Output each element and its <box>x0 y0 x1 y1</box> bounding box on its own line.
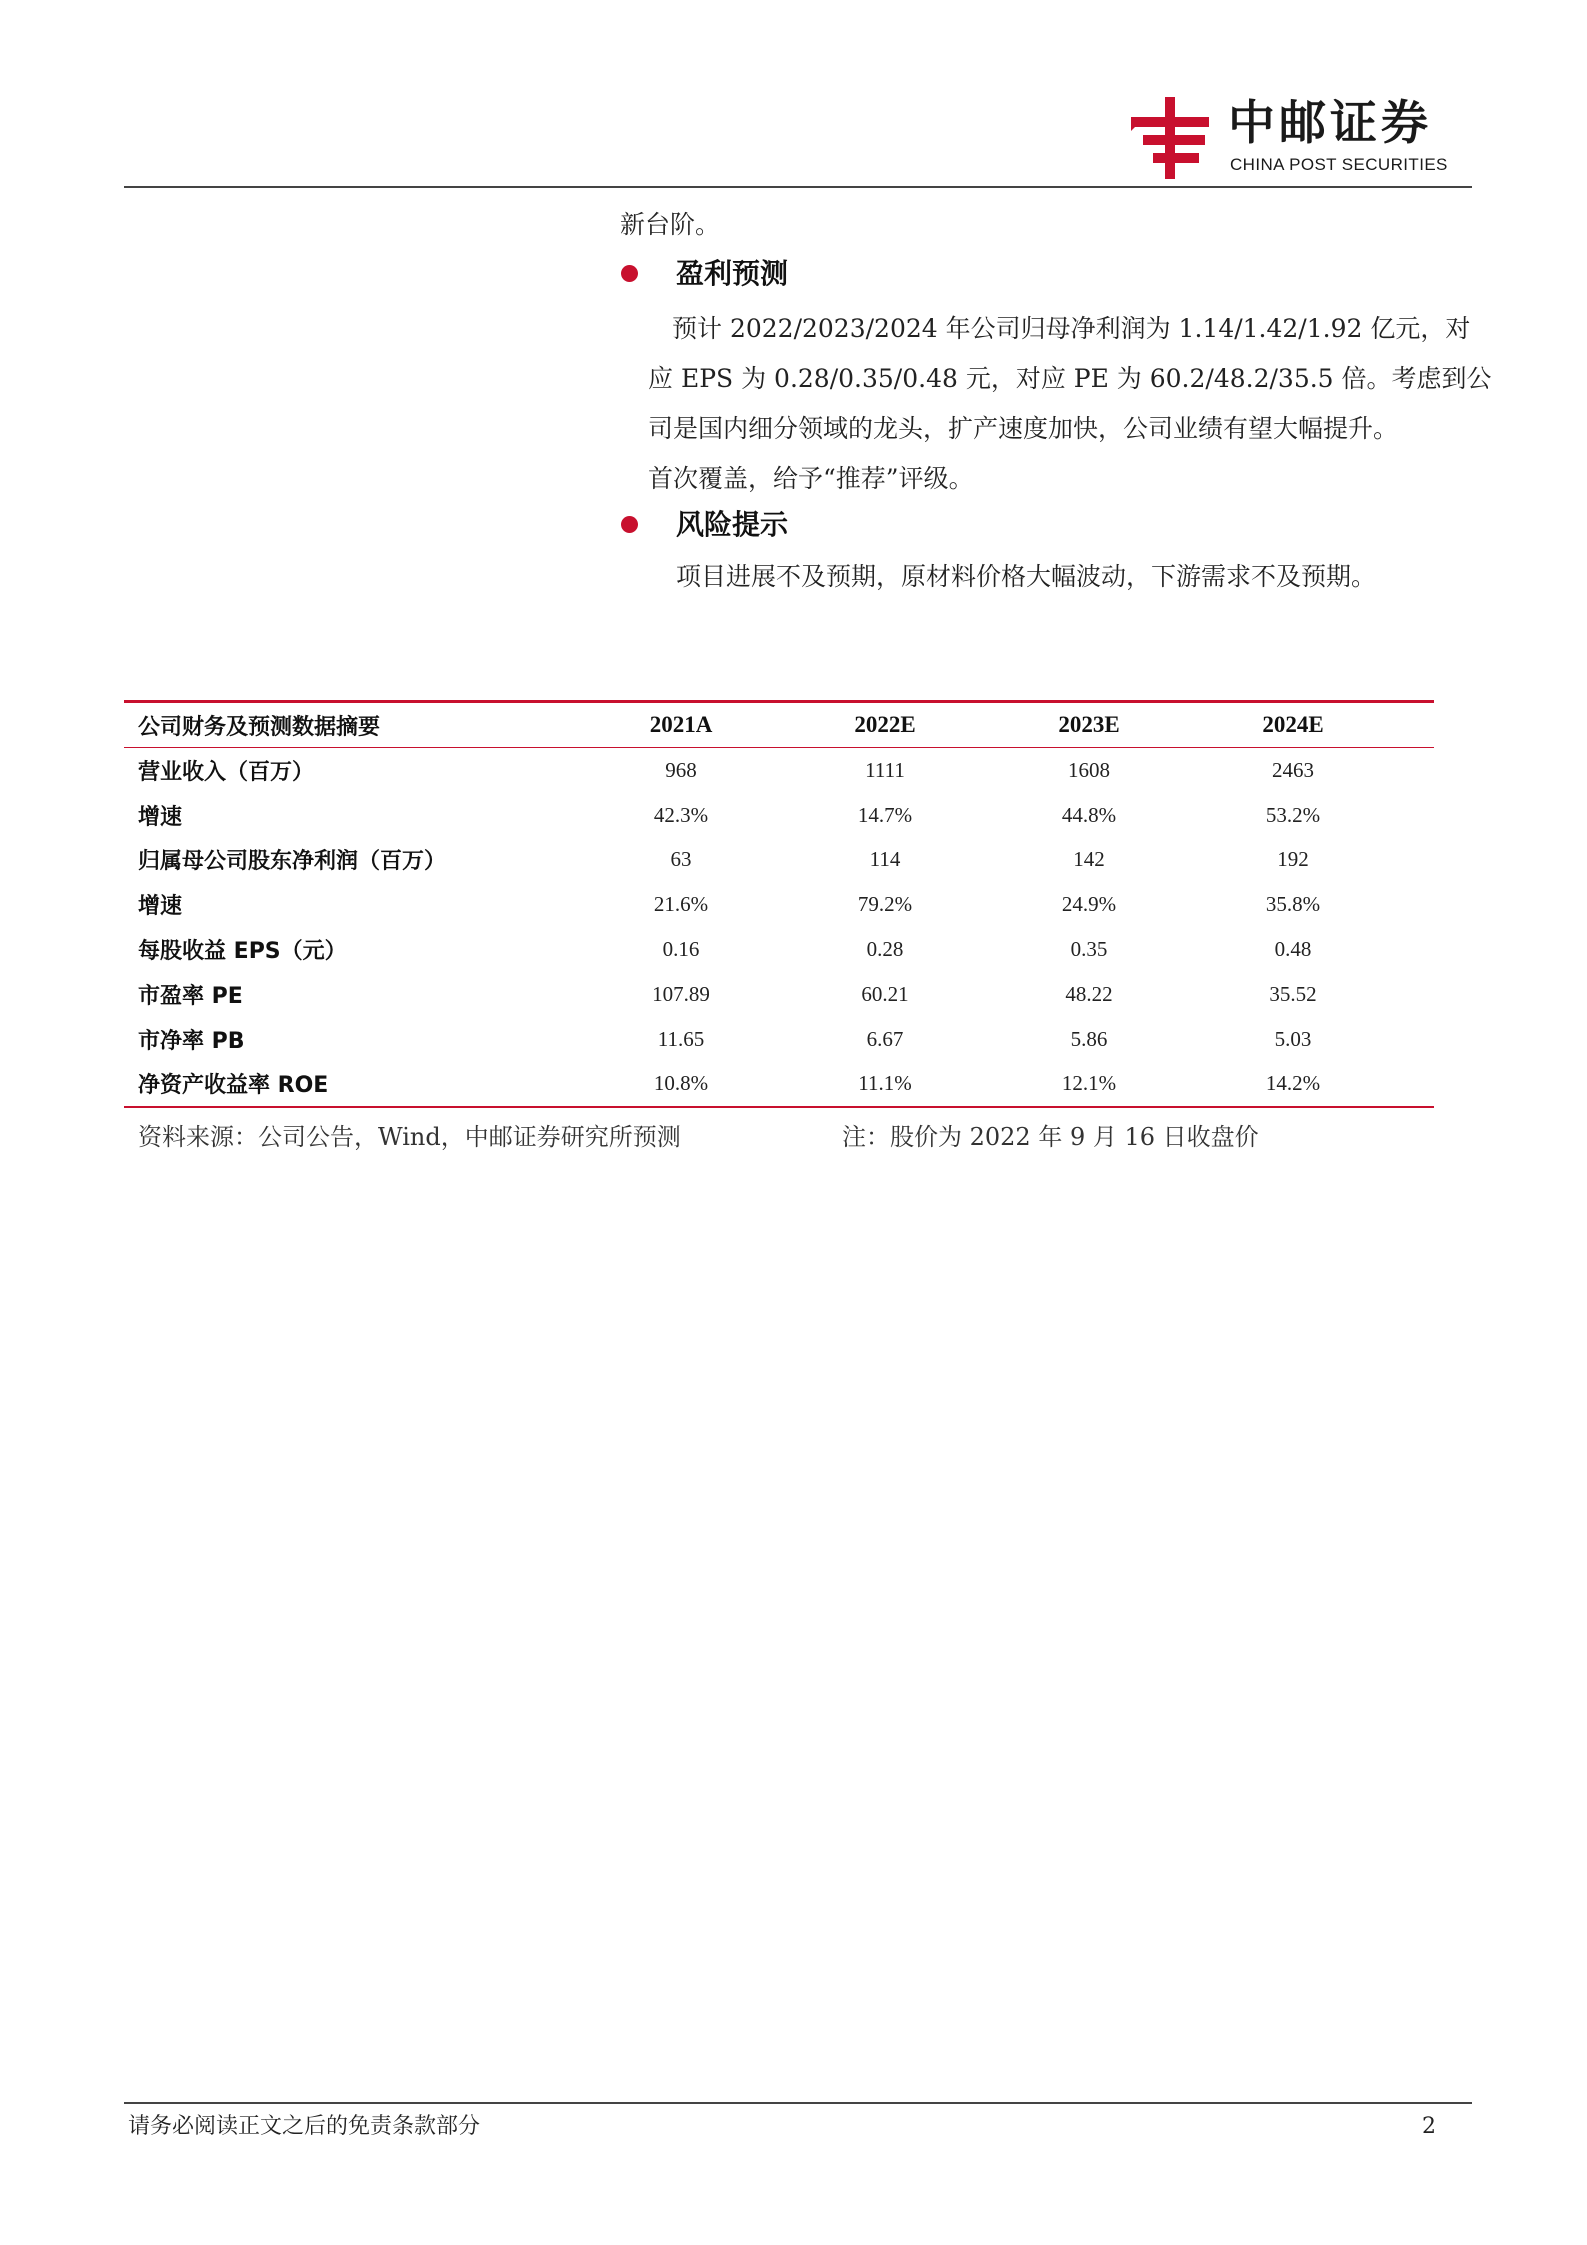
cell-value: 114 <box>869 847 901 872</box>
table-header-2024e: 2024E <box>1262 712 1324 737</box>
row-label: 增速 <box>138 894 183 920</box>
forecast-line-2: 应 EPS 为 0.28/0.35/0.48 元，对应 PE 为 60.2/48.2/35.5 倍。考虑到公 <box>648 364 1492 393</box>
cell-value: 14.7% <box>857 802 913 827</box>
forecast-line-3: 司是国内细分领域的龙头，扩产速度加快，公司业绩有望大幅提升。 <box>648 414 1399 443</box>
cell-value: 1608 <box>1068 757 1110 782</box>
table-row <box>124 927 1434 972</box>
cell-value: 53.2% <box>1265 802 1321 827</box>
table-row <box>124 793 1434 838</box>
cell-value: 5.86 <box>1070 1026 1108 1051</box>
cell-value: 5.03 <box>1274 1026 1312 1051</box>
table-row <box>124 1062 1434 1107</box>
row-label: 增速 <box>138 804 183 830</box>
brand-name-cn: 中邮证券 <box>1228 96 1432 151</box>
cell-value: 10.8% <box>653 1071 709 1096</box>
footer-divider <box>124 2102 1472 2104</box>
cell-value: 107.89 <box>652 981 710 1006</box>
cell-value: 11.65 <box>657 1026 705 1051</box>
table-header-row <box>124 703 1434 747</box>
cell-value: 0.35 <box>1070 937 1108 962</box>
cell-value: 0.16 <box>662 937 700 962</box>
risk-line: 项目进展不及预期，原材料价格大幅波动，下游需求不及预期。 <box>676 562 1377 591</box>
cell-value: 63 <box>670 847 692 872</box>
cell-value: 24.9% <box>1061 892 1117 917</box>
cell-value: 35.8% <box>1265 892 1321 917</box>
continuation-text: 新台阶。 <box>620 210 721 239</box>
cell-value: 0.48 <box>1274 937 1312 962</box>
cell-value: 60.21 <box>861 981 909 1006</box>
table-header-2022e: 2022E <box>854 712 916 737</box>
section-title-profit-forecast: 盈利预测 <box>676 257 789 290</box>
cell-value: 48.22 <box>1065 981 1113 1006</box>
table-row <box>124 882 1434 927</box>
table-source: 资料来源：公司公告，Wind，中邮证券研究所预测 <box>138 1123 681 1151</box>
cell-value: 11.1% <box>858 1071 912 1096</box>
forecast-line-1: 预计 2022/2023/2024 年公司归母净利润为 1.14/1.42/1.92 亿元，对 <box>672 314 1471 343</box>
table-row <box>124 748 1434 793</box>
cell-value: 21.6% <box>653 892 709 917</box>
table-header-2023e: 2023E <box>1058 712 1120 737</box>
table-row <box>124 838 1434 883</box>
brand-name-en: CHINA POST SECURITIES <box>1230 155 1448 174</box>
row-label: 每股收益 EPS（元） <box>138 939 347 965</box>
bullet-dot-icon <box>621 265 638 282</box>
forecast-line-4: 首次覆盖，给予“推荐”评级。 <box>648 464 974 493</box>
table-header-label: 公司财务及预测数据摘要 <box>138 714 381 740</box>
cell-value: 142 <box>1073 847 1105 872</box>
cell-value: 44.8% <box>1061 802 1117 827</box>
table-note: 注：股价为 2022 年 9 月 16 日收盘价 <box>842 1123 1259 1151</box>
cell-value: 1111 <box>865 757 905 782</box>
cell-value: 0.28 <box>866 937 904 962</box>
table-header-2021a: 2021A <box>649 712 713 737</box>
cell-value: 12.1% <box>1061 1071 1117 1096</box>
cell-value: 42.3% <box>653 802 709 827</box>
cell-value: 35.52 <box>1269 981 1317 1006</box>
table-bottom-rule <box>124 1106 1434 1108</box>
cell-value: 968 <box>665 757 697 782</box>
china-post-logo-icon <box>1127 95 1213 181</box>
row-label: 净资产收益率 ROE <box>138 1073 329 1099</box>
section-title-risk: 风险提示 <box>676 508 789 541</box>
cell-value: 79.2% <box>857 892 913 917</box>
table-row <box>124 1017 1434 1062</box>
footer-disclaimer: 请务必阅读正文之后的免责条款部分 <box>128 2114 481 2139</box>
financial-summary-table <box>124 700 1434 1108</box>
bullet-dot-icon <box>621 516 638 533</box>
cell-value: 2463 <box>1272 757 1314 782</box>
cell-value: 14.2% <box>1265 1071 1321 1096</box>
page-number: 2 <box>1422 2114 1436 2139</box>
row-label: 归属母公司股东净利润（百万） <box>138 849 447 875</box>
cell-value: 192 <box>1277 847 1309 872</box>
row-label: 营业收入（百万） <box>138 759 315 785</box>
header-divider <box>124 186 1472 188</box>
table-row <box>124 972 1434 1017</box>
row-label: 市净率 PB <box>138 1028 245 1054</box>
cell-value: 6.67 <box>866 1026 904 1051</box>
row-label: 市盈率 PE <box>138 983 243 1009</box>
